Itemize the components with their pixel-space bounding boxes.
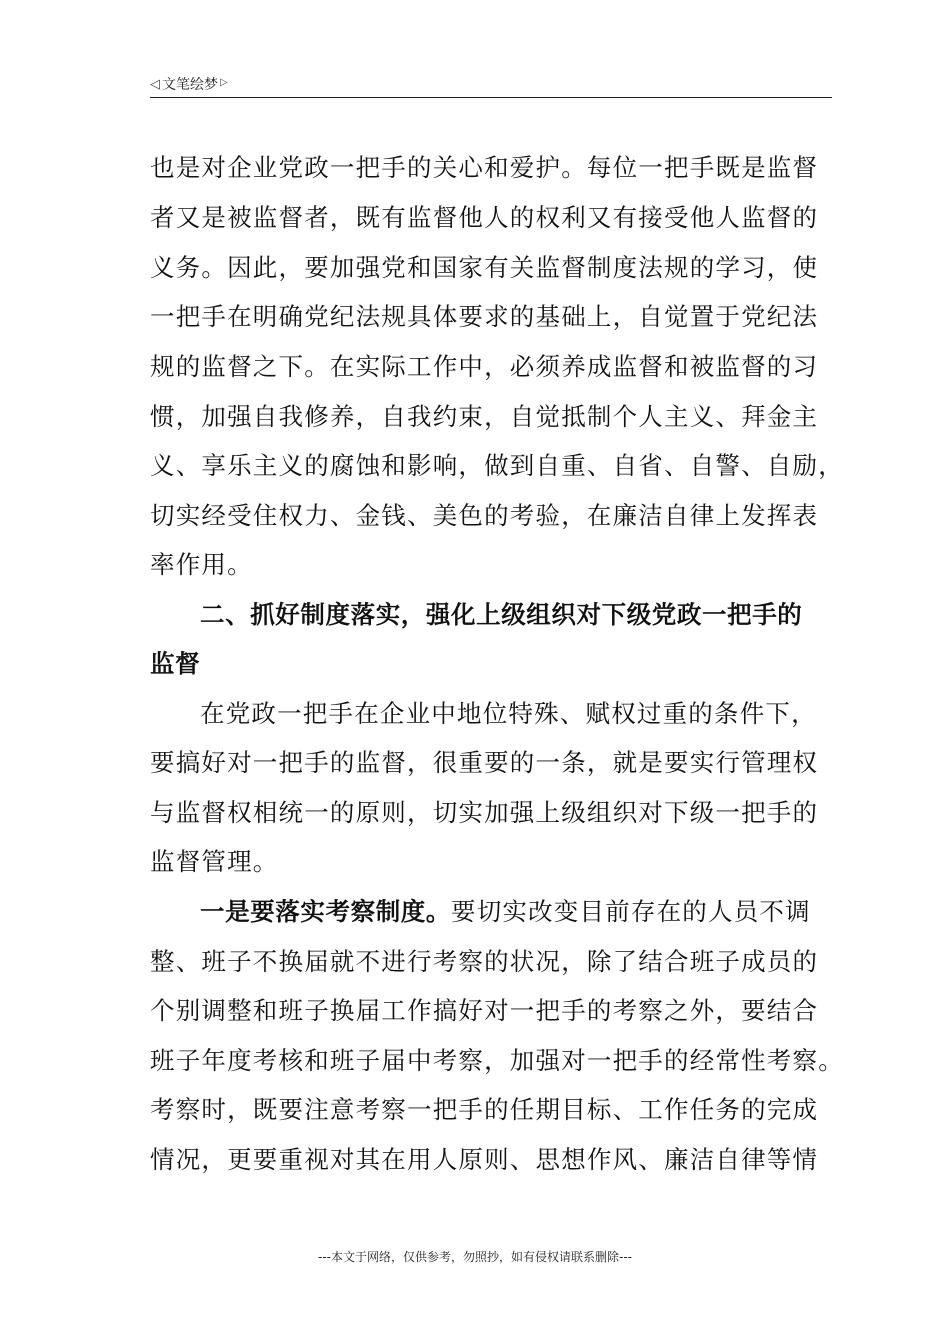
- header-rule: [150, 97, 832, 98]
- lead-rest-text: 要切实改变目前存在的人员不调: [451, 897, 811, 926]
- body-line: 要搞好对一把手的监督，很重要的一条，就是要实行管理权: [150, 748, 819, 777]
- header-title: 文笔绘梦: [162, 77, 218, 93]
- body-line: 也是对企业党政一把手的关心和爱护。每位一把手既是监督: [150, 153, 819, 182]
- body-line: 个别调整和班子换届工作搞好对一把手的考察之外，要结合: [150, 996, 819, 1025]
- body-line: 规的监督之下。在实际工作中，必须养成监督和被监督的习: [150, 352, 819, 381]
- body-line: 情况，更要重视对其在用人原则、思想作风、廉洁自律等情: [150, 1145, 819, 1174]
- document-footer: ---本文于网络，仅供参考，勿照抄，如有侵权请联系删除---: [318, 1250, 632, 1264]
- body-line: 者又是被监督者，既有监督他人的权利又有接受他人监督的: [150, 203, 819, 232]
- body-line: 切实经受住权力、金钱、美色的考验，在廉洁自律上发挥表: [150, 501, 819, 530]
- section-heading-cont: 监督: [150, 649, 201, 678]
- body-line: 惯，加强自我修养，自我约束，自觉抵制个人主义、拜金主: [150, 402, 819, 431]
- body-line: 率作用。: [150, 550, 253, 579]
- body-line: 考察时，既要注意考察一把手的任期目标、工作任务的完成: [150, 1095, 819, 1124]
- body-line: 与监督权相统一的原则，切实加强上级组织对下级一把手的: [150, 798, 819, 827]
- body-line: 整、班子不换届就不进行考察的状况，除了结合班子成员的: [150, 947, 819, 976]
- body-line: 义、享乐主义的腐蚀和影响，做到自重、自省、自警、自励，: [150, 451, 844, 480]
- section-heading: 二、抓好制度落实，强化上级组织对下级党政一把手的: [200, 600, 803, 629]
- body-line-lead: [200, 896, 900, 928]
- body-line: 一把手在明确党纪法规具体要求的基础上，自觉置于党纪法: [150, 302, 819, 331]
- body-line: 在党政一把手在企业中地位特殊、赋权过重的条件下，: [200, 699, 817, 728]
- body-line: 监督管理。: [150, 847, 279, 876]
- right-triangle-icon: ▷: [220, 76, 228, 88]
- body-line: 义务。因此，要加强党和国家有关监督制度法规的学习，使: [150, 253, 819, 282]
- body-line: 班子年度考核和班子届中考察，加强对一把手的经常性考察。: [150, 1046, 844, 1075]
- document-header: [150, 74, 228, 94]
- bold-lead-text: 一是要落实考察制度。: [200, 897, 451, 926]
- left-triangle-icon: ◁: [150, 76, 160, 92]
